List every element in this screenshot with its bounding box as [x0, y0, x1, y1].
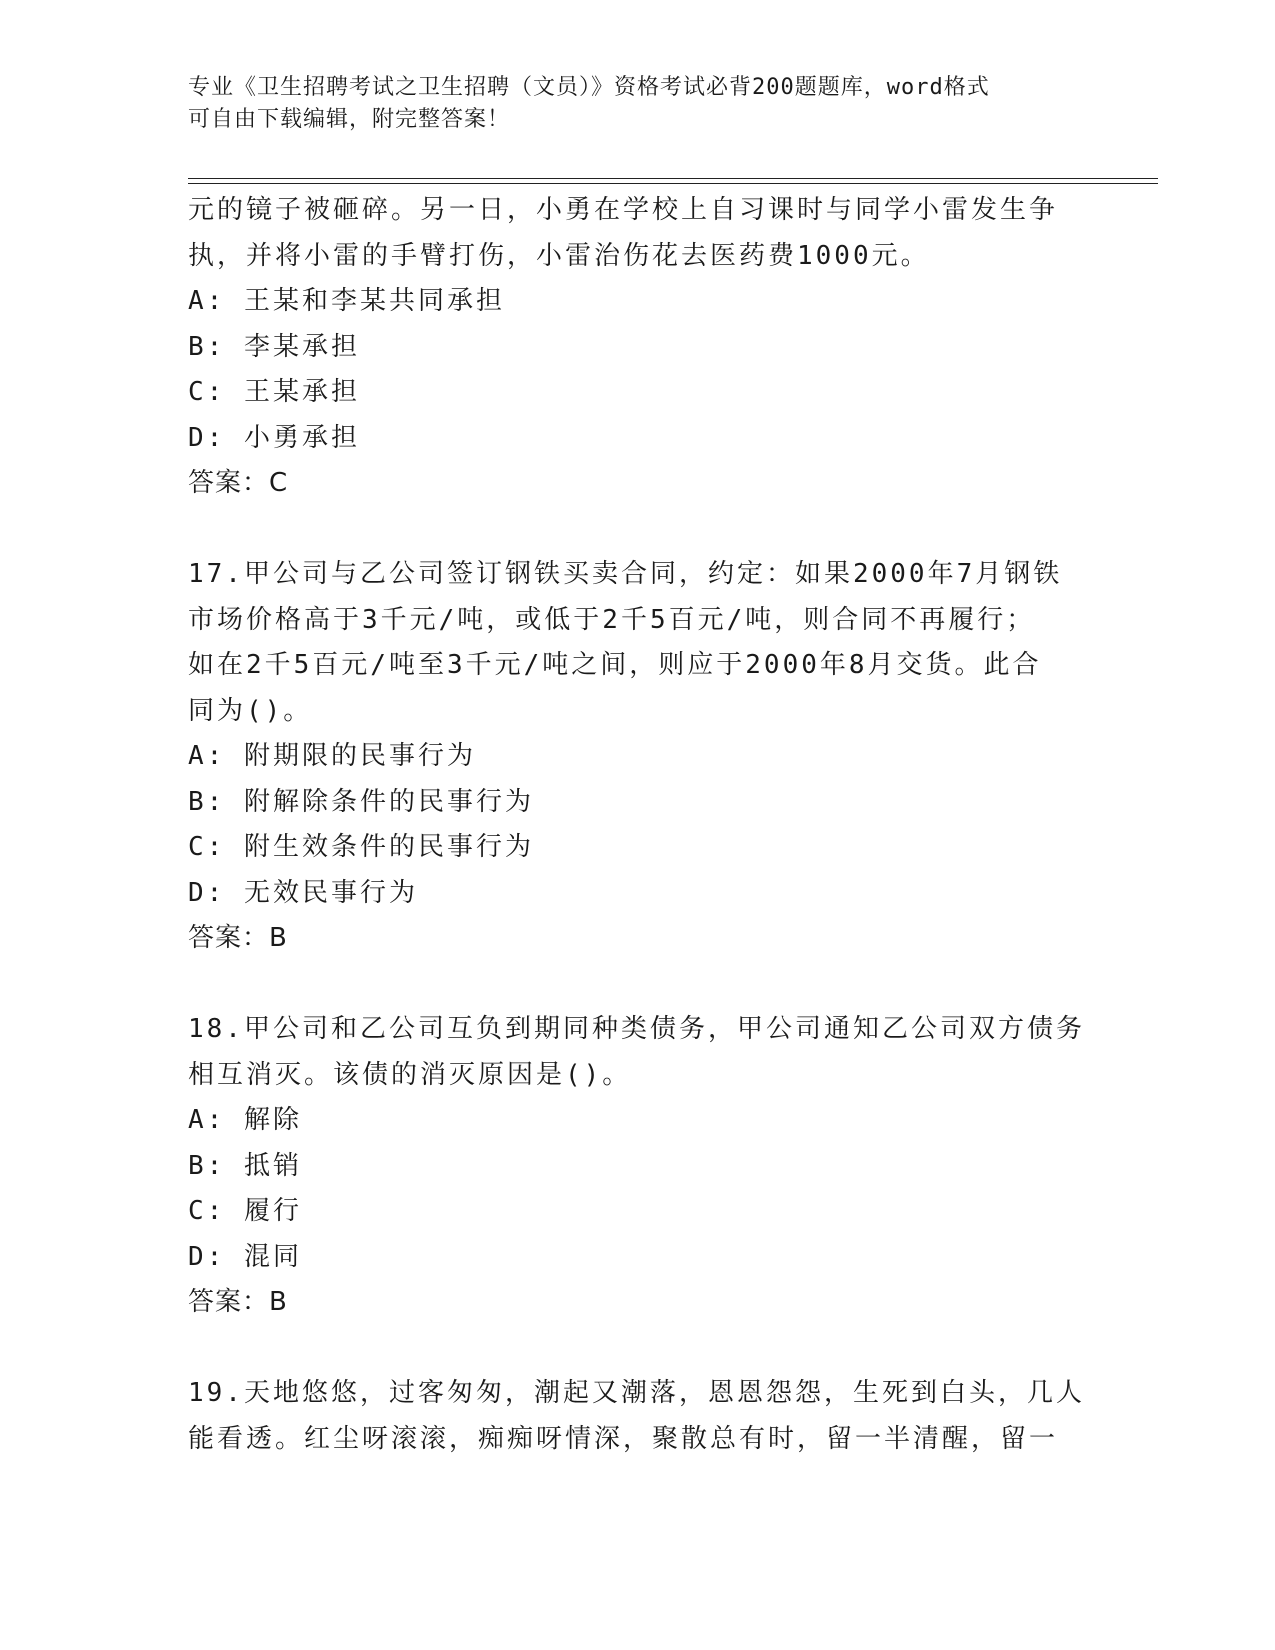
option-c: C: 附生效条件的民事行为 — [188, 832, 534, 862]
option-a: A: 王某和李某共同承担 — [188, 286, 505, 316]
question-19 — [188, 1371, 1088, 1462]
option-a: A: 附期限的民事行为 — [188, 741, 476, 771]
question-stem-line: 如在2千5百元/吨至3千元/吨之间，则应于2000年8月交货。此合 — [188, 650, 1042, 680]
document-body — [188, 188, 1088, 1462]
option-c: C: 王某承担 — [188, 377, 360, 407]
option-b: B: 附解除条件的民事行为 — [188, 786, 534, 817]
question-stem-line: 市场价格高于3千元/吨，或低于2千5百元/吨，则合同不再履行； — [188, 604, 1036, 635]
question-17 — [188, 552, 1088, 962]
spacer — [188, 962, 1088, 1008]
header-divider-bottom — [188, 183, 1158, 184]
header-divider-top — [188, 178, 1158, 179]
question-stem-line: 同为()。 — [188, 695, 313, 726]
header-title-line-1: 专业《卫生招聘考试之卫生招聘（文员）》资格考试必背200题题库，word格式 — [188, 75, 990, 100]
option-d: D: 小勇承担 — [188, 422, 360, 453]
option-d: D: 混同 — [188, 1241, 302, 1272]
question-16 — [188, 188, 1088, 507]
question-stem-line: 18.甲公司和乙公司互负到期同种类债务，甲公司通知乙公司双方债务 — [188, 1014, 1085, 1044]
header-title-line-2: 可自由下载编辑，附完整答案！ — [188, 107, 511, 132]
spacer — [188, 507, 1088, 553]
answer-line: 答案：C — [188, 468, 289, 498]
option-d: D: 无效民事行为 — [188, 877, 418, 908]
answer-line: 答案：B — [188, 1287, 288, 1317]
question-stem-line: 执，并将小雷的手臂打伤，小雷治伤花去医药费1000元。 — [188, 240, 930, 271]
question-stem-line: 17.甲公司与乙公司签订钢铁买卖合同，约定：如果2000年7月钢铁 — [188, 559, 1063, 589]
question-stem-line: 相互消灭。该债的消灭原因是()。 — [188, 1059, 632, 1090]
question-stem-line: 能看透。红尘呀滚滚，痴痴呀情深，聚散总有时，留一半清醒，留一 — [188, 1423, 1059, 1454]
document-header — [188, 72, 1088, 136]
question-stem-line: 19.天地悠悠，过客匆匆，潮起又潮落，恩恩怨怨，生死到白头，几人 — [188, 1378, 1085, 1408]
answer-line: 答案：B — [188, 923, 288, 953]
option-b: B: 抵销 — [188, 1150, 302, 1181]
option-c: C: 履行 — [188, 1196, 302, 1226]
option-a: A: 解除 — [188, 1105, 302, 1135]
spacer — [188, 1326, 1088, 1372]
option-b: B: 李某承担 — [188, 331, 360, 362]
question-18 — [188, 1007, 1088, 1326]
question-stem-line: 元的镜子被砸碎。另一日，小勇在学校上自习课时与同学小雷发生争 — [188, 195, 1059, 225]
